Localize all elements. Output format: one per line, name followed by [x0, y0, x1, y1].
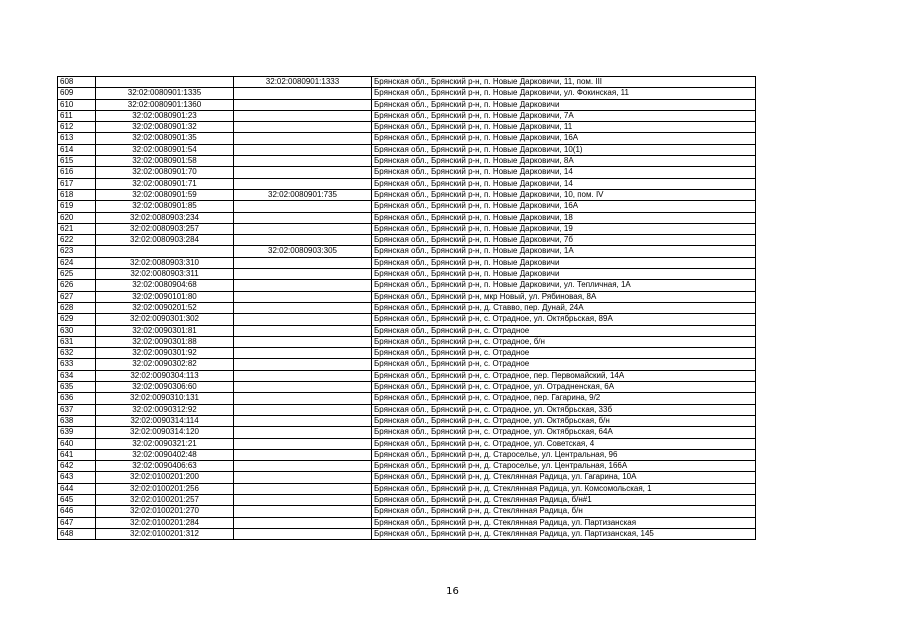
table-row [58, 483, 756, 494]
address-cell: Брянская обл., Брянский р-н, п. Новые Дарковичи, 11 [372, 122, 756, 133]
table-row [58, 393, 756, 404]
cadastral-number-cell: 32:02:0080904:68 [96, 280, 234, 291]
row-number: 638 [58, 415, 96, 426]
cadastral-number-secondary-cell [234, 133, 372, 144]
row-number: 630 [58, 325, 96, 336]
cadastral-number-secondary-cell [234, 302, 372, 313]
table-row [58, 382, 756, 393]
address-cell: Брянская обл., Брянский р-н, п. Новые Дарковичи, 16А [372, 201, 756, 212]
cadastral-number-cell: 32:02:0090312:92 [96, 404, 234, 415]
cadastral-number-secondary-cell [234, 517, 372, 528]
address-cell: Брянская обл., Брянский р-н, п. Новые Дарковичи, 8А [372, 156, 756, 167]
address-cell: Брянская обл., Брянский р-н, п. Новые Дарковичи, 14 [372, 167, 756, 178]
cadastral-number-cell: 32:02:0090301:88 [96, 336, 234, 347]
address-cell: Брянская обл., Брянский р-н, п. Новые Дарковичи, 19 [372, 223, 756, 234]
row-number: 608 [58, 77, 96, 88]
cadastral-number-cell: 32:02:0100201:200 [96, 472, 234, 483]
cadastral-number-secondary-cell [234, 359, 372, 370]
cadastral-number-secondary-cell [234, 201, 372, 212]
cadastral-number-cell: 32:02:0080901:71 [96, 178, 234, 189]
address-cell: Брянская обл., Брянский р-н, п. Новые Дарковичи, 14 [372, 178, 756, 189]
cadastral-number-secondary-cell: 32:02:0080901:735 [234, 189, 372, 200]
row-number: 646 [58, 506, 96, 517]
cadastral-number-secondary-cell [234, 88, 372, 99]
address-cell: Брянская обл., Брянский р-н, п. Новые Дарковичи [372, 269, 756, 280]
cadastral-number-cell: 32:02:0080901:1360 [96, 99, 234, 110]
cadastral-number-cell: 32:02:0100201:312 [96, 528, 234, 539]
table-row [58, 223, 756, 234]
cadastral-number-secondary-cell [234, 280, 372, 291]
cadastral-number-cell [96, 246, 234, 257]
table-row [58, 472, 756, 483]
address-cell: Брянская обл., Брянский р-н, п. Новые Дарковичи, 16А [372, 133, 756, 144]
cadastral-number-cell: 32:02:0080901:58 [96, 156, 234, 167]
address-cell: Брянская обл., Брянский р-н, с. Отрадное, б/н [372, 336, 756, 347]
cadastral-number-secondary-cell [234, 528, 372, 539]
table-row [58, 156, 756, 167]
address-cell: Брянская обл., Брянский р-н, д. Стеклянная Радица, ул. Гагарина, 10А [372, 472, 756, 483]
table-row [58, 246, 756, 257]
table-row [58, 144, 756, 155]
address-cell: Брянская обл., Брянский р-н, с. Отрадное, ул. Октябрьская, 64А [372, 427, 756, 438]
row-number: 636 [58, 393, 96, 404]
address-cell: Брянская обл., Брянский р-н, п. Новые Дарковичи, ул. Тепличная, 1А [372, 280, 756, 291]
row-number: 643 [58, 472, 96, 483]
table-row [58, 280, 756, 291]
table-row [58, 212, 756, 223]
cadastral-number-secondary-cell [234, 99, 372, 110]
cadastral-number-secondary-cell [234, 110, 372, 121]
row-number: 609 [58, 88, 96, 99]
address-cell: Брянская обл., Брянский р-н, с. Отрадное, ул. Советская, 4 [372, 438, 756, 449]
row-number: 618 [58, 189, 96, 200]
cadastral-number-secondary-cell [234, 393, 372, 404]
address-cell: Брянская обл., Брянский р-н, д. Староселье, ул. Центральная, 96 [372, 449, 756, 460]
cadastral-number-secondary-cell [234, 438, 372, 449]
table-row [58, 269, 756, 280]
property-registry-table [57, 76, 756, 540]
address-cell: Брянская обл., Брянский р-н, п. Новые Дарковичи, 10(1) [372, 144, 756, 155]
cadastral-number-cell: 32:02:0080903:234 [96, 212, 234, 223]
cadastral-number-secondary-cell [234, 483, 372, 494]
cadastral-number-cell: 32:02:0100201:284 [96, 517, 234, 528]
address-cell: Брянская обл., Брянский р-н, д. Стеклянная Радица, б/н#1 [372, 494, 756, 505]
table-row [58, 494, 756, 505]
row-number: 644 [58, 483, 96, 494]
cadastral-number-secondary-cell [234, 212, 372, 223]
row-number: 637 [58, 404, 96, 415]
row-number: 640 [58, 438, 96, 449]
row-number: 617 [58, 178, 96, 189]
row-number: 645 [58, 494, 96, 505]
table-row [58, 325, 756, 336]
cadastral-number-secondary-cell [234, 415, 372, 426]
cadastral-number-secondary-cell [234, 257, 372, 268]
table-row [58, 257, 756, 268]
cadastral-number-secondary-cell [234, 382, 372, 393]
cadastral-number-cell: 32:02:0080903:311 [96, 269, 234, 280]
address-cell: Брянская обл., Брянский р-н, п. Новые Дарковичи, 7А [372, 110, 756, 121]
table-row [58, 99, 756, 110]
cadastral-number-cell: 32:02:0080901:70 [96, 167, 234, 178]
table-row [58, 348, 756, 359]
address-cell: Брянская обл., Брянский р-н, п. Новые Дарковичи, 11, пом. III [372, 77, 756, 88]
address-cell: Брянская обл., Брянский р-н, д. Стеклянная Радица, б/н [372, 506, 756, 517]
cadastral-number-secondary-cell: 32:02:0080901:1333 [234, 77, 372, 88]
address-cell: Брянская обл., Брянский р-н, п. Новые Дарковичи, 18 [372, 212, 756, 223]
row-number: 628 [58, 302, 96, 313]
row-number: 613 [58, 133, 96, 144]
cadastral-number-secondary-cell [234, 314, 372, 325]
row-number: 620 [58, 212, 96, 223]
row-number: 642 [58, 461, 96, 472]
cadastral-number-secondary-cell [234, 291, 372, 302]
address-cell: Брянская обл., Брянский р-н, п. Новые Дарковичи, 1А [372, 246, 756, 257]
cadastral-number-cell: 32:02:0080903:284 [96, 235, 234, 246]
cadastral-number-secondary-cell [234, 427, 372, 438]
table-row [58, 201, 756, 212]
address-cell: Брянская обл., Брянский р-н, с. Отрадное, ул. Отрадненская, 6А [372, 382, 756, 393]
table-row [58, 336, 756, 347]
table-row [58, 189, 756, 200]
cadastral-number-secondary-cell [234, 348, 372, 359]
row-number: 616 [58, 167, 96, 178]
cadastral-number-secondary-cell [234, 506, 372, 517]
cadastral-number-secondary-cell [234, 223, 372, 234]
row-number: 612 [58, 122, 96, 133]
cadastral-number-cell: 32:02:0080903:310 [96, 257, 234, 268]
address-cell: Брянская обл., Брянский р-н, мкр Новый, ул. Рябиновая, 8А [372, 291, 756, 302]
cadastral-number-secondary-cell [234, 156, 372, 167]
row-number: 626 [58, 280, 96, 291]
cadastral-number-secondary-cell [234, 167, 372, 178]
cadastral-number-cell: 32:02:0090301:302 [96, 314, 234, 325]
address-cell: Брянская обл., Брянский р-н, с. Отрадное [372, 325, 756, 336]
cadastral-number-cell: 32:02:0090321:21 [96, 438, 234, 449]
cadastral-number-secondary-cell: 32:02:0080903:305 [234, 246, 372, 257]
row-number: 624 [58, 257, 96, 268]
cadastral-number-cell: 32:02:0090406:63 [96, 461, 234, 472]
cadastral-number-secondary-cell [234, 336, 372, 347]
cadastral-number-cell: 32:02:0100201:270 [96, 506, 234, 517]
address-cell: Брянская обл., Брянский р-н, с. Отрадное, ул. Октябрьская, 33б [372, 404, 756, 415]
cadastral-number-secondary-cell [234, 144, 372, 155]
table-row [58, 167, 756, 178]
table-row [58, 133, 756, 144]
cadastral-number-secondary-cell [234, 235, 372, 246]
table-row [58, 314, 756, 325]
row-number: 615 [58, 156, 96, 167]
cadastral-number-cell: 32:02:0090302:82 [96, 359, 234, 370]
row-number: 611 [58, 110, 96, 121]
address-cell: Брянская обл., Брянский р-н, п. Новые Дарковичи [372, 257, 756, 268]
table-row [58, 528, 756, 539]
cadastral-number-secondary-cell [234, 269, 372, 280]
table-row [58, 359, 756, 370]
address-cell: Брянская обл., Брянский р-н, д. Стеклянная Радица, ул. Партизанская, 145 [372, 528, 756, 539]
address-cell: Брянская обл., Брянский р-н, с. Отрадное [372, 348, 756, 359]
address-cell: Брянская обл., Брянский р-н, п. Новые Дарковичи, 10, пом. IV [372, 189, 756, 200]
row-number: 639 [58, 427, 96, 438]
cadastral-number-cell: 32:02:0090101:80 [96, 291, 234, 302]
cadastral-number-cell: 32:02:0090402:48 [96, 449, 234, 460]
cadastral-number-cell: 32:02:0100201:256 [96, 483, 234, 494]
row-number: 610 [58, 99, 96, 110]
cadastral-number-cell: 32:02:0090301:92 [96, 348, 234, 359]
cadastral-number-cell: 32:02:0080901:54 [96, 144, 234, 155]
row-number: 627 [58, 291, 96, 302]
row-number: 614 [58, 144, 96, 155]
cadastral-number-cell: 32:02:0090310:131 [96, 393, 234, 404]
cadastral-number-cell: 32:02:0090314:114 [96, 415, 234, 426]
table-row [58, 404, 756, 415]
table-row [58, 302, 756, 313]
cadastral-number-secondary-cell [234, 494, 372, 505]
cadastral-number-cell: 32:02:0100201:257 [96, 494, 234, 505]
cadastral-number-cell: 32:02:0080901:23 [96, 110, 234, 121]
table-row [58, 291, 756, 302]
row-number: 629 [58, 314, 96, 325]
page-number: 16 [446, 586, 459, 597]
table-row [58, 122, 756, 133]
table-row [58, 461, 756, 472]
cadastral-number-secondary-cell [234, 178, 372, 189]
cadastral-number-secondary-cell [234, 404, 372, 415]
cadastral-number-cell: 32:02:0080901:85 [96, 201, 234, 212]
address-cell: Брянская обл., Брянский р-н, с. Отрадное, пер. Первомайский, 14А [372, 370, 756, 381]
address-cell: Брянская обл., Брянский р-н, д. Стеклянная Радица, ул. Комсомольская, 1 [372, 483, 756, 494]
row-number: 647 [58, 517, 96, 528]
table-row [58, 415, 756, 426]
cadastral-number-secondary-cell [234, 472, 372, 483]
row-number: 619 [58, 201, 96, 212]
table-row [58, 370, 756, 381]
table-row [58, 77, 756, 88]
table-row [58, 449, 756, 460]
cadastral-number-cell: 32:02:0090314:120 [96, 427, 234, 438]
row-number: 625 [58, 269, 96, 280]
cadastral-number-cell [96, 77, 234, 88]
row-number: 632 [58, 348, 96, 359]
address-cell: Брянская обл., Брянский р-н, п. Новые Дарковичи, 7б [372, 235, 756, 246]
cadastral-number-secondary-cell [234, 325, 372, 336]
cadastral-number-secondary-cell [234, 122, 372, 133]
address-cell: Брянская обл., Брянский р-н, п. Новые Дарковичи [372, 99, 756, 110]
row-number: 641 [58, 449, 96, 460]
cadastral-number-cell: 32:02:0080901:59 [96, 189, 234, 200]
address-cell: Брянская обл., Брянский р-н, с. Отрадное, ул. Октябрьская, 89А [372, 314, 756, 325]
cadastral-number-cell: 32:02:0080901:35 [96, 133, 234, 144]
table-row [58, 235, 756, 246]
address-cell: Брянская обл., Брянский р-н, д. Староселье, ул. Центральная, 166А [372, 461, 756, 472]
cadastral-number-cell: 32:02:0080901:1335 [96, 88, 234, 99]
row-number: 622 [58, 235, 96, 246]
table-row [58, 506, 756, 517]
cadastral-number-cell: 32:02:0090306:60 [96, 382, 234, 393]
address-cell: Брянская обл., Брянский р-н, с. Отрадное [372, 359, 756, 370]
address-cell: Брянская обл., Брянский р-н, п. Новые Дарковичи, ул. Фокинская, 11 [372, 88, 756, 99]
address-cell: Брянская обл., Брянский р-н, д. Стеклянная Радица, ул. Партизанская [372, 517, 756, 528]
cadastral-number-cell: 32:02:0080903:257 [96, 223, 234, 234]
cadastral-number-cell: 32:02:0090304:113 [96, 370, 234, 381]
table-row [58, 427, 756, 438]
row-number: 631 [58, 336, 96, 347]
cadastral-number-secondary-cell [234, 461, 372, 472]
cadastral-number-cell: 32:02:0080901:32 [96, 122, 234, 133]
cadastral-number-cell: 32:02:0090201:52 [96, 302, 234, 313]
address-cell: Брянская обл., Брянский р-н, с. Отрадное, пер. Гагарина, 9/2 [372, 393, 756, 404]
cadastral-number-secondary-cell [234, 449, 372, 460]
row-number: 623 [58, 246, 96, 257]
row-number: 621 [58, 223, 96, 234]
row-number: 634 [58, 370, 96, 381]
cadastral-number-secondary-cell [234, 370, 372, 381]
table-row [58, 517, 756, 528]
cadastral-number-cell: 32:02:0090301:81 [96, 325, 234, 336]
row-number: 633 [58, 359, 96, 370]
row-number: 635 [58, 382, 96, 393]
address-cell: Брянская обл., Брянский р-н, д. Ставво, пер. Дунай, 24А [372, 302, 756, 313]
registry-table-body [58, 77, 756, 540]
address-cell: Брянская обл., Брянский р-н, с. Отрадное, ул. Октябрьская, б/н [372, 415, 756, 426]
row-number: 648 [58, 528, 96, 539]
table-row [58, 438, 756, 449]
table-row [58, 178, 756, 189]
table-row [58, 88, 756, 99]
table-row [58, 110, 756, 121]
